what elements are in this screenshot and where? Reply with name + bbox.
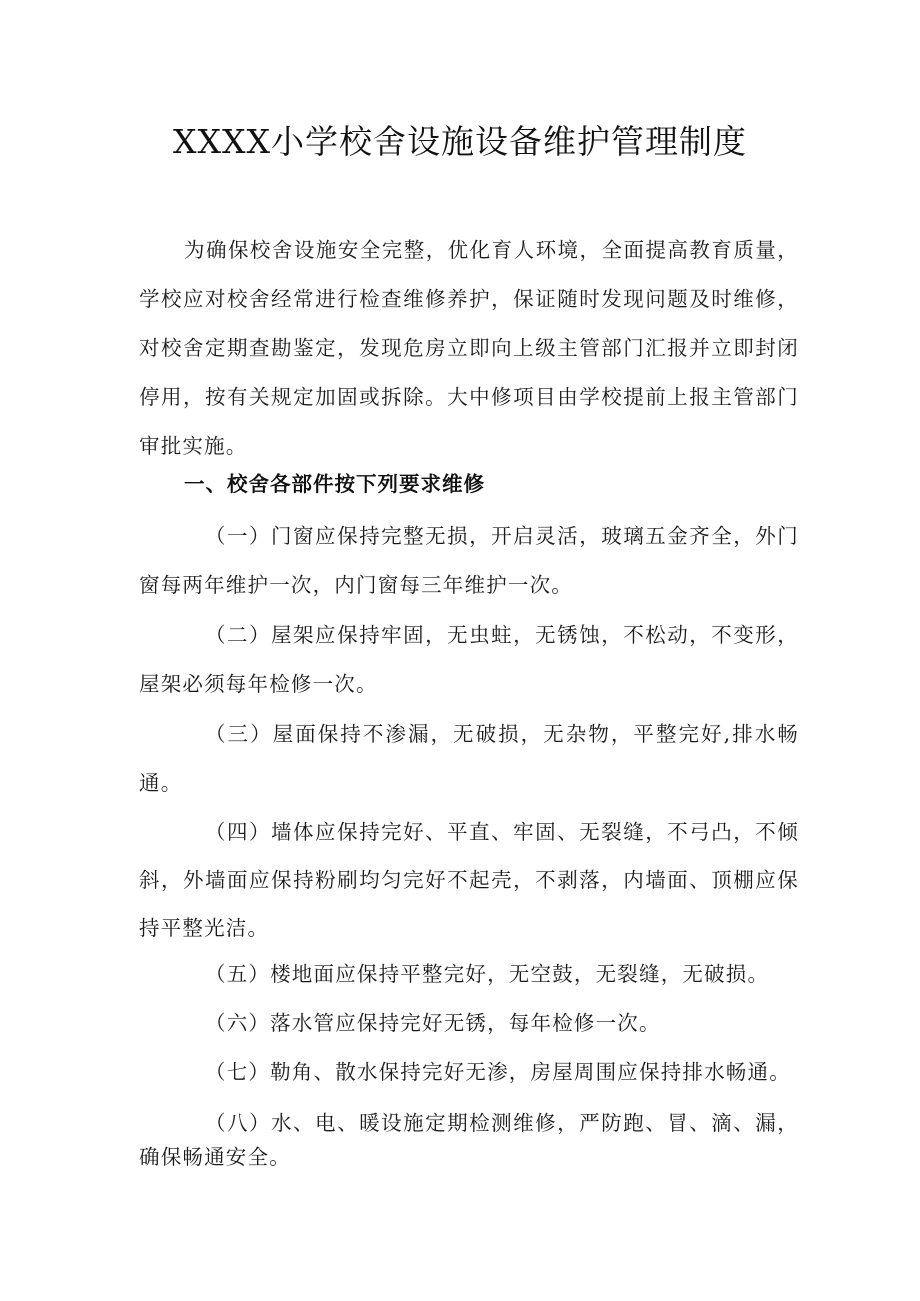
list-item: （二）屋架应保持牢固，无虫蛀，无锈蚀，不松动，不变形，屋架必须每年检修一次。 bbox=[139, 623, 799, 696]
document-title: XXXX小学校舍设施设备维护管理制度 bbox=[173, 122, 747, 161]
list-item: （七）勒角、散水保持完好无渗，房屋周围应保持排水畅通。 bbox=[205, 1060, 791, 1084]
list-item: （三）屋面保持不渗漏，无破损，无杂物，平整完好,排水畅通。 bbox=[139, 722, 799, 795]
list-item: （四）墙体应保持完好、平直、牢固、无裂缝，不弓凸，不倾斜，外墙面应保持粉刷均匀完好不起壳，不剥落，内墙面、顶棚应保持平整光洁。 bbox=[139, 820, 799, 940]
section-heading: 一、校舍各部件按下列要求维修 bbox=[184, 472, 485, 496]
list-item: （八）水、电、暖设施定期检测维修，严防跑、冒、滴、漏，确保畅通安全。 bbox=[139, 1111, 799, 1169]
list-item: （一）门窗应保持完整无损，开启灵活，玻璃五金齐全，外门窗每两年维护一次，内门窗每三年维护一次。 bbox=[139, 524, 799, 597]
list-item: （六）落水管应保持完好无锈，每年检修一次。 bbox=[205, 1011, 661, 1035]
list-item: （五）楼地面应保持平整完好，无空鼓，无裂缝，无破损。 bbox=[205, 962, 770, 986]
intro-paragraph: 为确保校舍设施安全完整，优化育人环境，全面提高教育质量，学校应对校舍经常进行检查维修养护，保证随时发现问题及时维修，对校舍定期查勘鉴定，发现危房立即向上级主管部门汇报并立即封闭停用，按有关规定加固或拆除。大中修项目由学校提前上报主管部门审批实施。 bbox=[139, 238, 799, 458]
